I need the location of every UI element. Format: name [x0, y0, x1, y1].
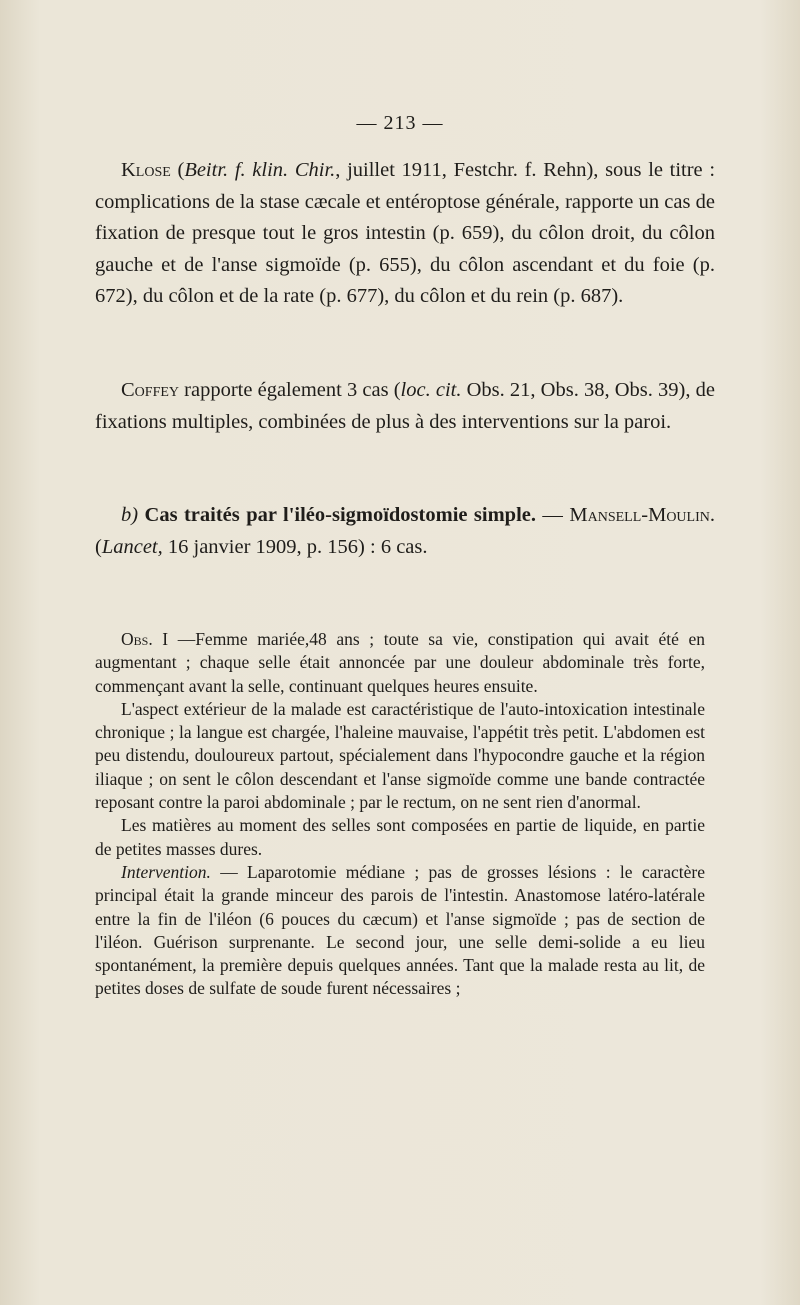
obs1-intervention-label: Intervention.: [121, 861, 211, 882]
klose-after-author: (: [170, 159, 185, 181]
coffey-paragraph: [95, 375, 715, 438]
section-b-dash: —: [536, 504, 570, 526]
coffey-before-ref: rapporte également 3 cas (: [179, 379, 401, 401]
obs1-paragraph-1: [95, 628, 705, 698]
coffey-ref: loc. cit.: [400, 379, 462, 401]
section-b-journal: Lancet,: [101, 535, 163, 558]
section-b-paren-open: . (: [95, 504, 715, 558]
section-b-body: 16 janvier 1909, p. 156) : 6 cas.: [162, 535, 428, 558]
observation-1: [95, 628, 705, 1001]
page-number: — 213 —: [356, 112, 444, 134]
section-b-marker: b): [121, 504, 139, 526]
klose-paragraph: [95, 155, 715, 313]
section-b-heading: [95, 500, 715, 563]
coffey-body: Obs. 21, Obs. 38, Obs. 39), de fixations multiples, combinées de plus à des interventions sur la paroi.: [95, 379, 715, 433]
klose-body: , juillet 1911, Festchr. f. Rehn), sous le titre : complications de la stase cæcale et entéroptose générale, rapporte un cas de fixation de presque tout le gros intestin (p. 659), du côlon droit, du côlon gauche et de l'anse sigmoïde (p. 655), du côlon ascendant et du foie (p. 672), du côlon et de la rate (p. 677), du côlon et du rein (p. 687).: [95, 159, 716, 307]
klose-author: Klose: [121, 159, 171, 181]
obs1-p1: —Femme mariée,48 ans ; toute sa vie, constipation qui avait été en augmentant ; chaque selle était annoncée par une douleur abdominale très forte, commençant avant la selle, continuant quelques heures ensuite.: [95, 629, 705, 696]
obs1-label: Obs. I: [121, 629, 169, 649]
klose-journal: Beitr. f. klin. Chir.: [184, 159, 336, 181]
obs1-p4: — Laparotomie médiane ; pas de grosses lésions : le caractère principal était la grande minceur des parois de l'intestin. Anastomose latéro-latérale entre la fin de l'iléon (6 pouces du cæcum) et l'anse sigmoïde ; pas de section de l'iléon. Guérison surprenante. Le second jour, une selle demi-solide a eu lieu spontanément, la première depuis quelques années. Tant que la malade resta au lit, de petites doses de sulfate de soude furent nécessaires ;: [95, 861, 705, 999]
coffey-author: Coffey: [121, 379, 180, 401]
obs1-paragraph-4: [95, 861, 705, 1001]
obs1-paragraph-3: Les matières au moment des selles sont composées en partie de liquide, en partie de petites masses dures.: [95, 815, 705, 859]
section-b-title: Cas traités par l'iléo-sigmoïdostomie simple.: [138, 504, 536, 526]
section-b-author: Mansell-Moulin: [569, 504, 710, 526]
obs1-paragraph-2: L'aspect extérieur de la malade est caractéristique de l'auto-intoxication intestinale chronique ; la langue est chargée, l'haleine mauvaise, l'appétit très petit. L'abdomen est peu distendu, douloureux partout, spécialement dans l'hypocondre gauche et la région iliaque ; on sent le côlon descendant et l'anse sigmoïde comme une bande contractée reposant contre la paroi abdominale ; par le rectum, on ne sent rien d'anormal.: [95, 698, 705, 813]
